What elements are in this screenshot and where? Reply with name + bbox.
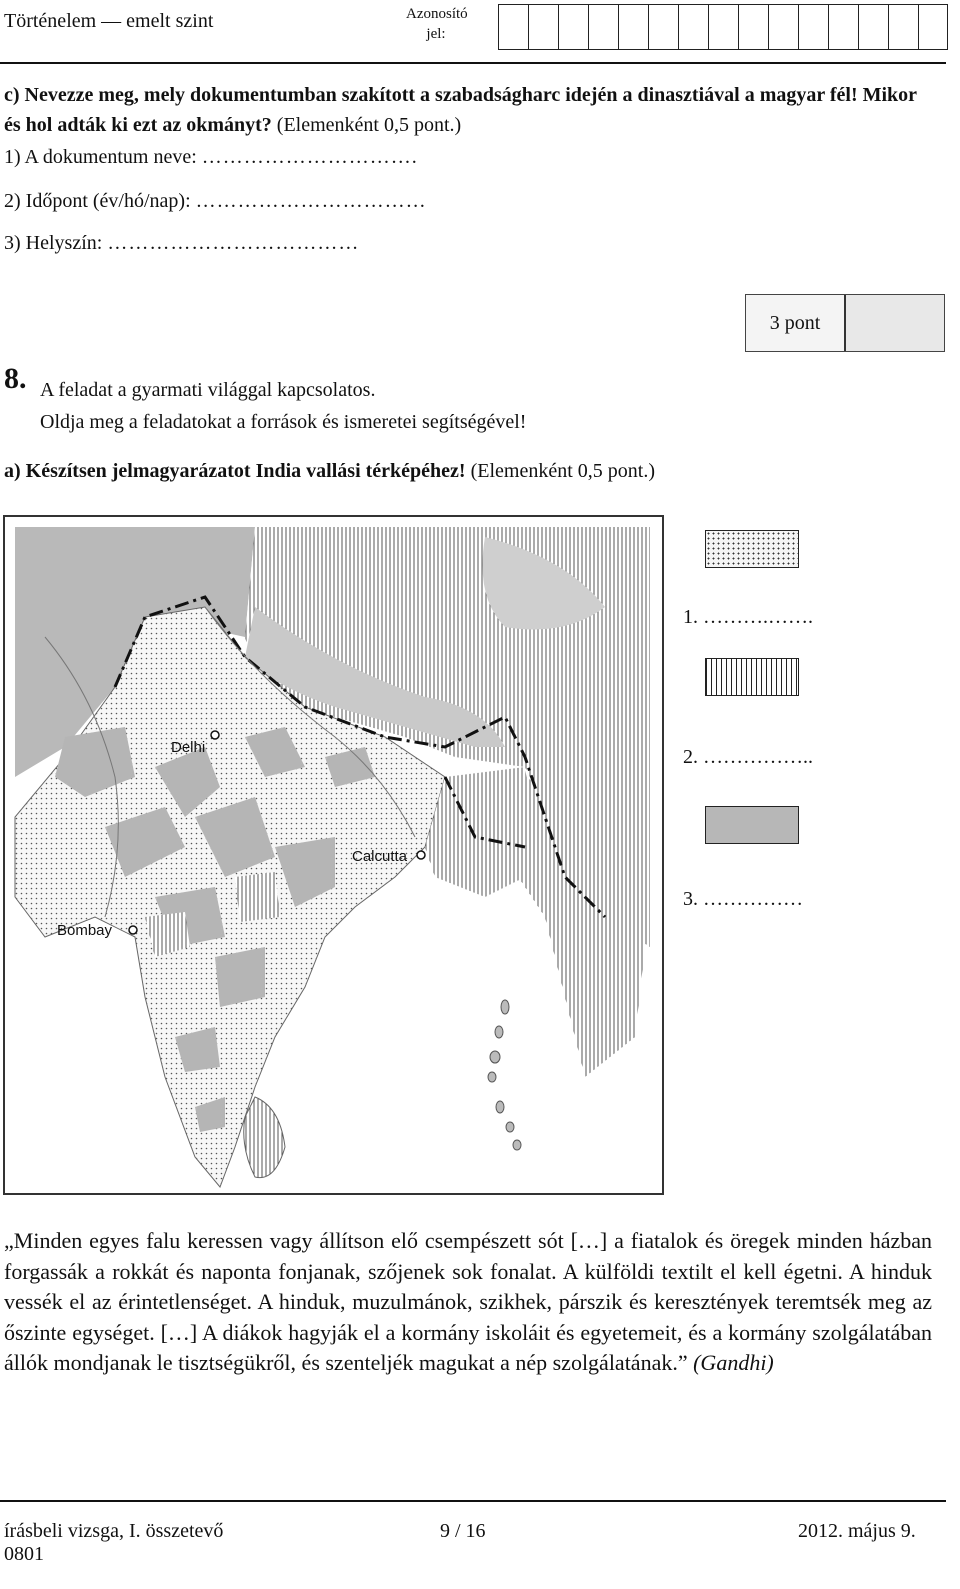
legend-item-1[interactable]: 1. ……….……. [683,606,813,628]
question-c-points-note: (Elemenként 0,5 pont.) [271,114,462,136]
map-island [496,1101,504,1113]
map-svg [5,517,662,1193]
legend-swatch-vertical-lines [705,658,799,696]
task-a-bold: a) Készítsen jelmagyarázatot India vallási térképéhez! [4,460,466,482]
city-label-bombay: Bombay [57,922,113,939]
id-box[interactable] [498,4,528,50]
legend-item-3[interactable]: 3. …………… [683,888,803,910]
gandhi-quote [4,1226,932,1379]
points-box [745,294,945,352]
map-grey-patch [215,947,265,1007]
map-island [501,1000,509,1014]
id-box[interactable] [828,4,858,50]
header-id-label [406,4,466,44]
answer-line-3[interactable] [4,232,359,255]
legend-item-2[interactable]: 2. …………….. [683,746,813,768]
task-intro [40,374,526,438]
id-box[interactable] [798,4,828,50]
map-region-sri-lanka [244,1097,285,1178]
id-box[interactable] [558,4,588,50]
id-box[interactable] [618,4,648,50]
id-box[interactable] [858,4,888,50]
id-box[interactable] [528,4,558,50]
answer-label: 3) Helyszín: [4,232,103,254]
footer-page-number: 9 / 16 [440,1520,486,1542]
city-marker-delhi [211,731,219,739]
city-marker-calcutta [417,851,425,859]
map-vline-patch [235,872,280,922]
question-c-bold: c) Nevezze meg, mely dokumentumban szakított a szabadságharc idején a dinasztiával a magyar fél! Mikor és hol adták ki ezt az okmányt? [4,84,917,136]
answer-dots[interactable]: …………………………. [201,146,418,168]
question-c-prompt [4,80,938,140]
id-box[interactable] [708,4,738,50]
header-divider [0,62,946,64]
answer-line-2[interactable] [4,190,427,213]
map-island [488,1072,496,1082]
id-box[interactable] [888,4,918,50]
quote-text: „Minden egyes falu keressen vagy állítson elő csempészett sót […] a fiatalok és öregek minden házban forgassák a rokkát és naponta fonjanak, szőjenek sok fonalat. A külföldi textilt el kell égetni. A hinduk vessék el az érintetlenséget. A hinduk, muzulmánok, szikhek, párszik és keresztények teremtsék meg az őszinte egységet. […] A diákok hagyják el a kormány iskoláit és egyetemeit, és a kormány szolgálatában állók mondjanak le tisztségükről, és szenteljék magukat a nép szolgálatának.” [4,1228,932,1375]
id-box[interactable] [648,4,678,50]
legend-swatch-dotted [705,530,799,568]
id-box[interactable] [768,4,798,50]
points-score-field[interactable] [846,295,944,351]
answer-line-1[interactable] [4,146,418,169]
id-box[interactable] [678,4,708,50]
header-subject: Történelem — emelt szint [4,10,214,32]
answer-dots[interactable]: ……………………………… [107,232,360,254]
answer-label: 1) A dokumentum neve: [4,146,197,168]
points-label: 3 pont [746,295,846,351]
india-religion-map [3,515,664,1195]
id-label-line1: Azonosító [406,6,468,22]
id-label-line2: jel: [426,26,446,42]
task-number: 8. [4,362,27,395]
map-island [495,1026,503,1038]
task-a-prompt [4,460,655,483]
city-label-calcutta: Calcutta [352,848,408,865]
id-box[interactable] [588,4,618,50]
footer-exam-name: írásbeli vizsga, I. összetevő [4,1520,224,1542]
task-a-points-note: (Elemenként 0,5 pont.) [465,460,655,482]
task-intro-line1: A feladat a gyarmati világgal kapcsolatos. [40,379,376,401]
city-label-delhi: Delhi [171,739,206,756]
map-island [506,1122,514,1132]
id-box[interactable] [738,4,768,50]
legend-swatch-solid-gray [705,806,799,844]
footer-date: 2012. május 9. [798,1520,916,1542]
map-island [513,1140,521,1150]
map-island [490,1051,500,1063]
footer-code: 0801 [4,1543,44,1565]
quote-author: (Gandhi) [693,1350,774,1375]
answer-label: 2) Időpont (év/hó/nap): [4,190,191,212]
answer-dots[interactable]: …………………………… [195,190,427,212]
footer-left [4,1520,223,1566]
footer-divider [0,1500,946,1502]
id-code-boxes[interactable] [498,4,948,50]
city-marker-bombay [129,926,137,934]
task-intro-line2: Oldja meg a feladatokat a források és ismeretei segítségével! [40,411,527,433]
id-box[interactable] [918,4,948,50]
